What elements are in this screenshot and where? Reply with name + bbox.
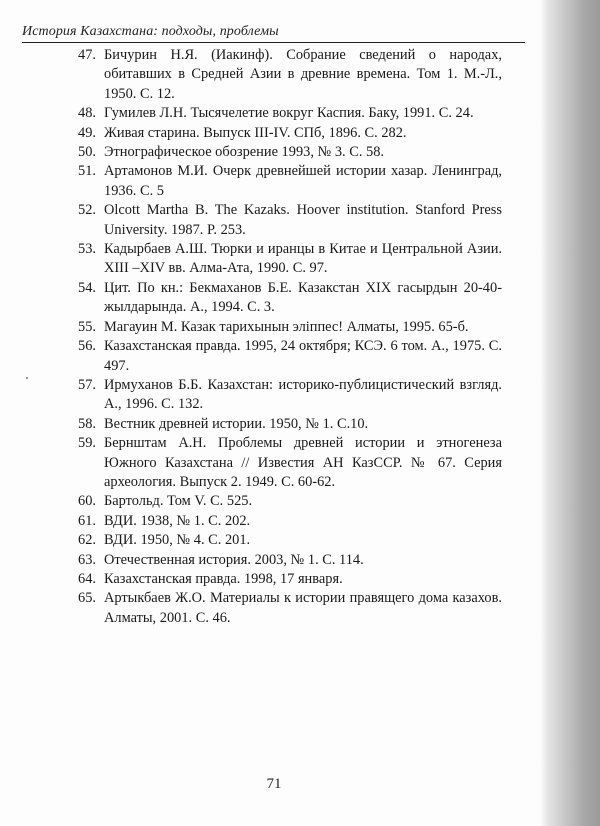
reference-number: 57. — [78, 376, 96, 393]
reference-item — [78, 279, 502, 318]
reference-number: 64. — [78, 570, 96, 587]
reference-text: Артамонов М.И. Очерк древнейшей истории хазар. Ленинград, 1936. С. 5 — [104, 163, 502, 199]
reference-item — [78, 337, 502, 376]
reference-number: 61. — [78, 512, 96, 529]
reference-item — [78, 434, 502, 492]
reference-number: 49. — [78, 124, 96, 141]
reference-text: Бернштам А.Н. Проблемы древней истории и этногенеза Южного Казахстана // Известия АН КазССР. № 67. Серия археология. Выпуск 2. 1949. С. 60-62. — [104, 435, 502, 490]
reference-item — [78, 512, 502, 531]
page-number: 71 — [266, 776, 282, 792]
reference-text: Казахстанская правда. 1998, 17 января. — [104, 570, 343, 587]
reference-text: ВДИ. 1950, № 4. С. 201. — [104, 532, 251, 549]
running-title: История Казахстана: подходы, проблемы — [22, 24, 279, 39]
reference-number: 47. — [78, 47, 96, 63]
reference-text: Бартольд. Том V. С. 525. — [104, 493, 253, 510]
reference-text: Артыкбаев Ж.О. Материалы к истории правящего дома казахов. Алматы, 2001. С. 46. — [104, 590, 502, 626]
reference-text: Бичурин Н.Я. (Иакинф). Собрание сведений о народах, обитавших в Средней Азии в древние времена. Том 1. М.-Л., 1950. С. 12. — [104, 47, 502, 102]
reference-number: 55. — [78, 318, 96, 335]
reference-number: 65. — [78, 590, 96, 607]
margin-speck — [26, 377, 28, 379]
reference-text: Кадырбаев А.Ш. Тюрки и иранцы в Китае и Центральной Азии. XIII –XIV вв. Алма-Ата, 1990. С. 97. — [104, 241, 502, 277]
reference-item — [78, 46, 502, 104]
reference-number: 53. — [78, 241, 96, 258]
reference-text: ВДИ. 1938, № 1. С. 202. — [104, 512, 251, 529]
reference-item — [78, 104, 502, 123]
reference-item — [78, 201, 502, 240]
reference-number: 62. — [78, 532, 96, 549]
reference-text: Казахстанская правда. 1995, 24 октября; КСЭ. 6 том. А., 1975. С. 497. — [104, 338, 502, 374]
reference-item — [78, 415, 502, 434]
reference-item — [78, 570, 502, 589]
reference-item — [78, 162, 502, 201]
reference-text: Olcott Martha B. The Kazaks. Hoover institution. Stanford Press University. 1987. P. 253. — [104, 202, 502, 238]
reference-text: Гумилев Л.Н. Тысячелетие вокруг Каспия. Баку, 1991. С. 24. — [104, 105, 474, 122]
reference-number: 51. — [78, 163, 96, 180]
reference-item — [78, 589, 502, 628]
reference-item — [78, 143, 502, 162]
reference-item — [78, 124, 502, 143]
reference-number: 54. — [78, 279, 96, 296]
reference-item — [78, 492, 502, 511]
reference-list — [78, 46, 502, 628]
reference-text: Магауин М. Казак тарихынын элiппес! Алматы, 1995. 65-б. — [104, 318, 469, 335]
reference-number: 52. — [78, 202, 96, 219]
binding-gutter — [548, 0, 600, 826]
reference-number: 48. — [78, 105, 96, 122]
reference-text: Живая старина. Выпуск III-IV. СПб, 1896. С. 282. — [104, 124, 407, 141]
reference-text: Ирмуханов Б.Б. Казахстан: историко-публицистический взгляд. А., 1996. С. 132. — [104, 376, 502, 413]
reference-item — [78, 318, 502, 337]
reference-number: 63. — [78, 551, 96, 568]
header-divider — [22, 42, 525, 43]
reference-text: Вестник древней истории. 1950, № 1. С.10. — [104, 415, 369, 432]
reference-number: 58. — [78, 415, 96, 432]
reference-item — [78, 531, 502, 550]
reference-item — [78, 376, 502, 415]
reference-number: 56. — [78, 338, 96, 355]
reference-number: 50. — [78, 144, 96, 161]
reference-text: Цит. По кн.: Бекмаханов Б.Е. Казакстан XIX гасырдын 20-40-жылдарында. А., 1994. С. 3. — [104, 279, 502, 316]
reference-text: Этнографическое обозрение 1993, № 3. С. 58. — [104, 144, 385, 161]
reference-number: 59. — [78, 435, 96, 452]
reference-item — [78, 551, 502, 570]
reference-number: 60. — [78, 493, 96, 510]
reference-item — [78, 240, 502, 279]
reference-text: Отечественная история. 2003, № 1. С. 114. — [104, 551, 364, 568]
